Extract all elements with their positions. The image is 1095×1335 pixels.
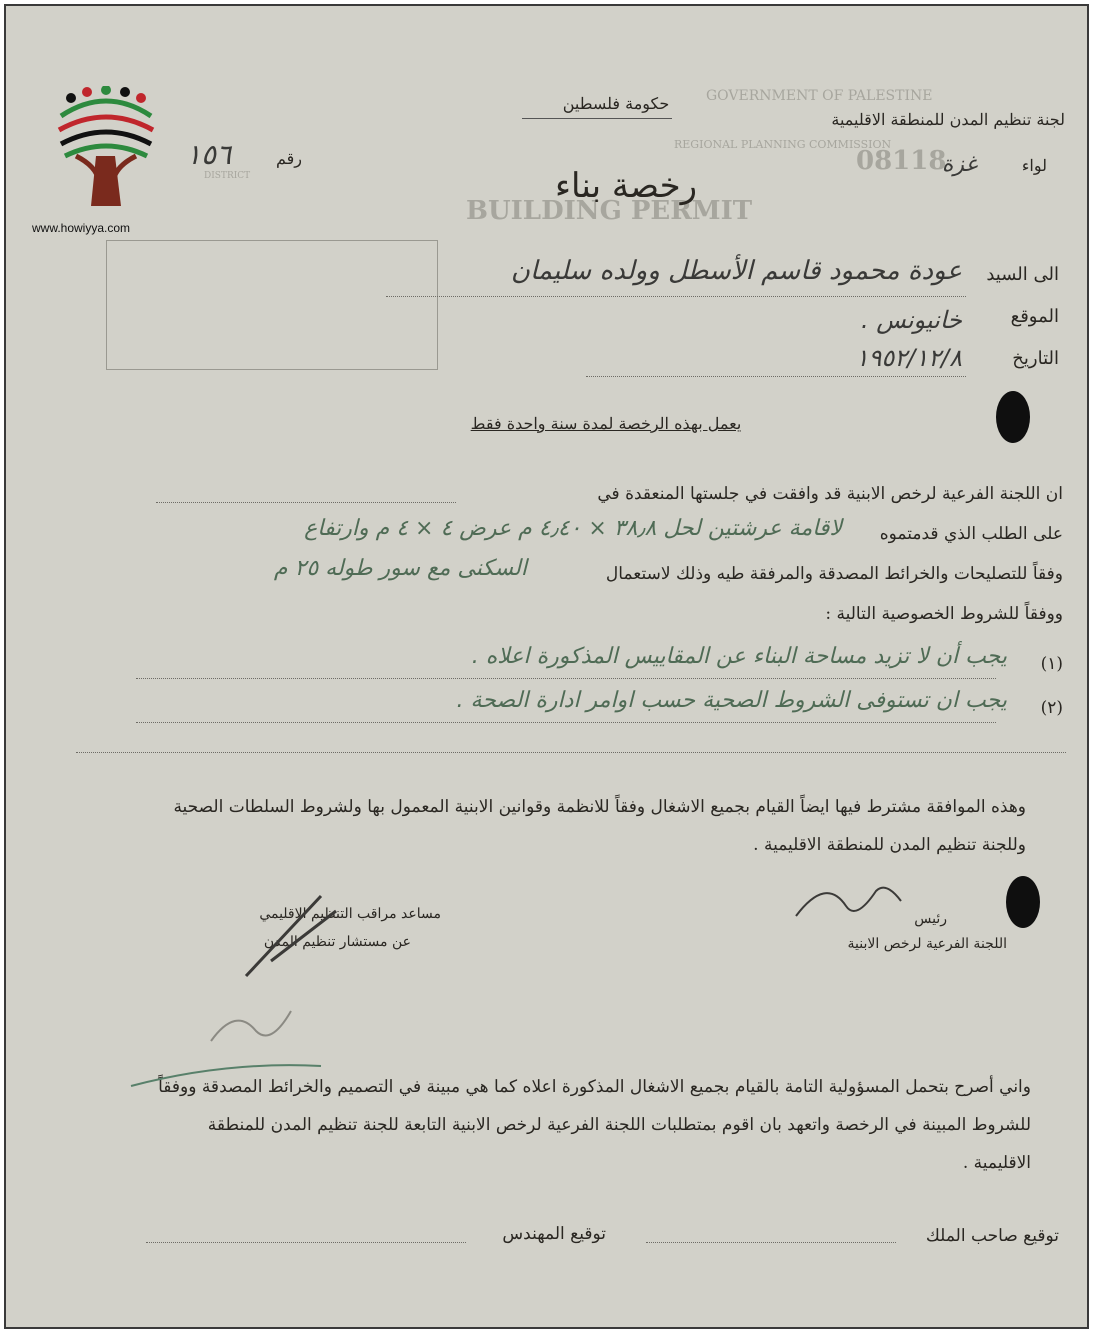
condition-2-text: يجب ان تستوفى الشروط الصحية حسب اوامر ادارة الصحة . xyxy=(456,688,1007,713)
body-line-1-rule xyxy=(156,502,456,503)
punch-hole-top xyxy=(996,391,1030,443)
howiyya-logo xyxy=(51,86,161,216)
body-line-3-printed: وفقاً للتصليحات والخرائط المصدقة والمرفقة طيه وذلك لاستعمال xyxy=(605,564,1063,584)
approval-paragraph: وهذه الموافقة مشترط فيها ايضاً القيام بجميع الاشغال وفقاً للانظمة وقوانين الابنية المعمول بها ولشروط السلطات الصحية وللجنة تنظيم المدن للمنطقة الاقليمية . xyxy=(173,797,1026,855)
faint-govt-en: GOVERNMENT OF PALESTINE xyxy=(706,88,933,104)
committee-name: لجنة تنظيم المدن للمنطقة الاقليمية xyxy=(831,110,1065,129)
body-line-4: ووفقاً للشروط الخصوصية التالية : xyxy=(825,604,1063,624)
chairman-title: رئيس xyxy=(914,911,947,927)
chairman-sub: اللجنة الفرعية لرخص الابنية xyxy=(847,936,1007,952)
date-label: التاريخ xyxy=(1012,348,1059,369)
tree-logo-icon xyxy=(51,86,161,216)
permit-document xyxy=(4,4,1089,1329)
faint-permit-en: BUILDING PERMIT xyxy=(466,196,753,226)
body-line-2-printed: على الطلب الذي قدمتموه xyxy=(879,524,1063,544)
to-label: الى السيد xyxy=(986,264,1059,285)
liwa-value: غزة xyxy=(941,152,977,177)
date-rule xyxy=(586,376,966,377)
chairman-signature-icon xyxy=(786,876,906,936)
condition-2-number: (٢) xyxy=(1040,698,1063,718)
assistant-signature-icon xyxy=(226,891,346,981)
permit-title: رخصة بناء xyxy=(554,166,698,206)
number-value: ١٥٦ xyxy=(186,138,232,171)
owner-signature-label: توقيع صاحب الملك xyxy=(925,1226,1059,1246)
condition-2-rule xyxy=(136,722,996,723)
condition-3-rule xyxy=(76,752,1066,753)
faint-scribble-icon xyxy=(206,1001,296,1051)
declaration-paragraph: واني أصرح بتحمل المسؤولية التامة بالقيام بجميع الاشغال المذكورة اعلاه كما هي مبينة في التصميم والخرائط المصدقة ووفقاً للشروط المبينة في الرخصة واتعهد بان اقوم بمتطلبات اللجنة الفرعية لرخص الابنية التابعة للجنة تنظيم المدن للمنطقة الاقليمية . xyxy=(158,1077,1031,1173)
engineer-signature-label: توقيع المهندس xyxy=(502,1224,606,1244)
location-label: الموقع xyxy=(1010,306,1059,327)
date-value: ١٩٥٢/١٢/٨ xyxy=(855,344,962,372)
assistant-line-1: مساعد مراقب التنظيم الاقليمي xyxy=(259,906,441,922)
number-label: رقم xyxy=(276,149,303,168)
green-stroke-icon xyxy=(126,1056,326,1096)
engineer-signature-rule xyxy=(146,1242,466,1243)
validity-note: يعمل بهذه الرخصة لمدة سنة واحدة فقط xyxy=(470,414,742,433)
location-value: خانيونس . xyxy=(860,306,962,334)
to-value: عودة محمود قاسم الأسطل وولده سليمان xyxy=(510,256,962,286)
faint-district-en: DISTRICT xyxy=(204,171,251,181)
liwa-label: لواء xyxy=(1021,156,1047,175)
owner-signature-rule xyxy=(646,1242,896,1243)
condition-1-text: يجب أن لا تزيد مساحة البناء عن المقاييس المذكورة اعلاه . xyxy=(471,644,1007,669)
punch-hole-bottom xyxy=(1006,876,1040,928)
body-line-1: ان اللجنة الفرعية لرخص الابنية قد وافقت في جلستها المنعقدة في xyxy=(597,484,1063,504)
government-underline xyxy=(522,118,672,119)
government-name: حكومة فلسطين xyxy=(562,94,670,113)
faint-number: 08118 xyxy=(856,146,947,176)
assistant-line-2: عن مستشار تنظيم المدن xyxy=(263,934,411,950)
condition-1-number: (١) xyxy=(1040,654,1063,674)
faint-regional-en: REGIONAL PLANNING COMMISSION xyxy=(674,138,892,151)
logo-caption: www.howiyya.com xyxy=(32,221,131,235)
body-line-2-hand: لاقامة عرشتين لحل ٣٨٫٨ × ٤٫٤٠ م عرض ٤ × ٤ م وارتفاع xyxy=(304,516,842,541)
body-line-3-hand: السكنى مع سور طوله ٢٥ م xyxy=(273,556,527,581)
condition-1-rule xyxy=(136,678,996,679)
to-rule xyxy=(386,296,966,297)
